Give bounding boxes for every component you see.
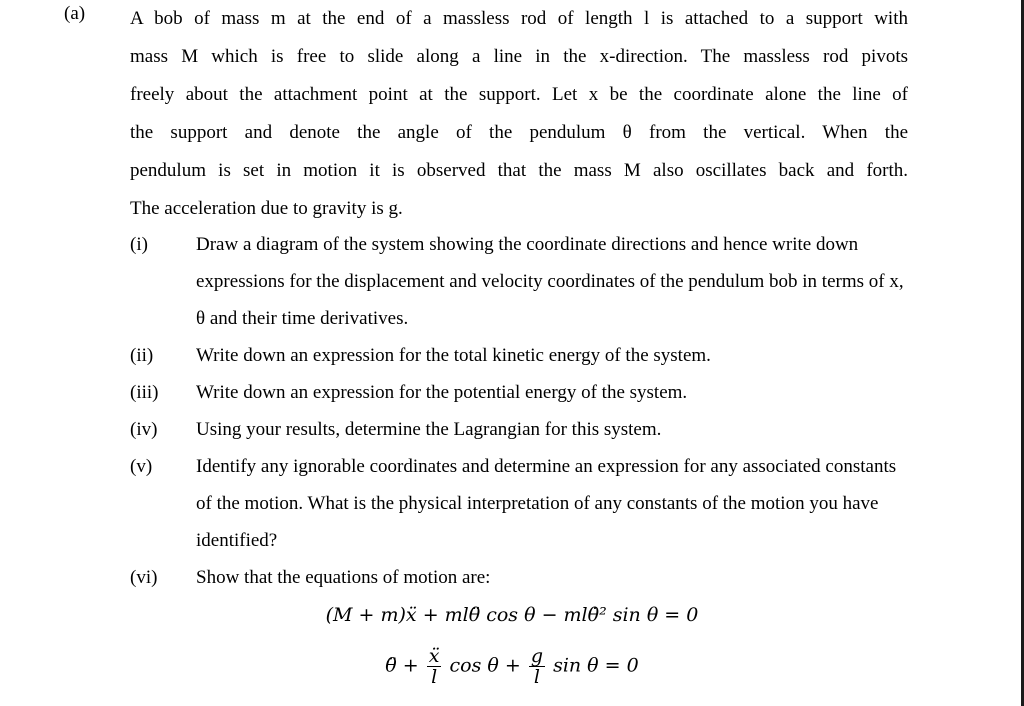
item-text: Write down an expression for the potential energy of the system. <box>196 382 688 403</box>
item-text: Identify any ignorable coordinates and determine an expression for any associated constants of the motion. What is the physical interpretation of any constants of the motion you have identified? <box>196 456 897 551</box>
item-number: (iv) <box>130 419 158 440</box>
intro-line: A bob of mass m at the end of a massless rod of length l is attached to a support with <box>130 8 908 29</box>
eq2-lead: θ̈ + <box>385 654 419 677</box>
item-text: Draw a diagram of the system showing the coordinate directions and hence write down expressions for the displacement and velocity coordinates of the pendulum bob in terms of x, θ and their time derivatives. <box>196 234 904 329</box>
fraction-numerator: g <box>530 645 544 667</box>
fraction-xddot-over-l <box>427 646 442 687</box>
eq2-tail: sin θ = 0 <box>553 654 639 677</box>
item-number: (vi) <box>130 567 158 588</box>
intro-line: freely about the attachment point at the support. Let x be the coordinate alone the line of <box>130 84 908 105</box>
part-label: (a) <box>64 3 86 24</box>
sub-question-i <box>130 226 920 337</box>
fraction-numerator: ẍ <box>428 645 440 667</box>
item-number: (ii) <box>130 345 154 366</box>
intro-line: The acceleration due to gravity is g. <box>130 198 403 219</box>
sub-question-iii <box>130 374 920 411</box>
intro-line: mass M which is free to slide along a line in the x-direction. The massless rod pivots <box>130 46 908 67</box>
sub-question-v <box>130 448 920 559</box>
intro-line: the support and denote the angle of the pendulum θ from the vertical. When the <box>130 122 908 143</box>
equation-of-motion-x: (M + m)ẍ + mlθ̈ cos θ − mlθ̇² sin θ = 0 <box>325 604 699 626</box>
sub-question-ii <box>130 337 920 374</box>
item-text: Show that the equations of motion are: <box>196 567 491 588</box>
item-number: (v) <box>130 456 153 477</box>
item-number: (i) <box>130 234 148 255</box>
fraction-denominator: l <box>533 666 540 688</box>
item-number: (iii) <box>130 382 159 403</box>
fraction-denominator: l <box>431 666 438 688</box>
item-text: Write down an expression for the total kinetic energy of the system. <box>196 345 711 366</box>
question-intro <box>130 0 908 228</box>
equation-of-motion-theta <box>0 646 1024 687</box>
sub-question-iv <box>130 411 920 448</box>
sub-question-list <box>130 226 920 596</box>
item-text: Using your results, determine the Lagrangian for this system. <box>196 419 662 440</box>
intro-line: pendulum is set in motion it is observed that the mass M also oscillates back and forth. <box>130 160 908 181</box>
eq2-mid: cos θ + <box>449 654 521 677</box>
fraction-g-over-l <box>529 646 545 687</box>
sub-question-vi <box>130 559 920 596</box>
